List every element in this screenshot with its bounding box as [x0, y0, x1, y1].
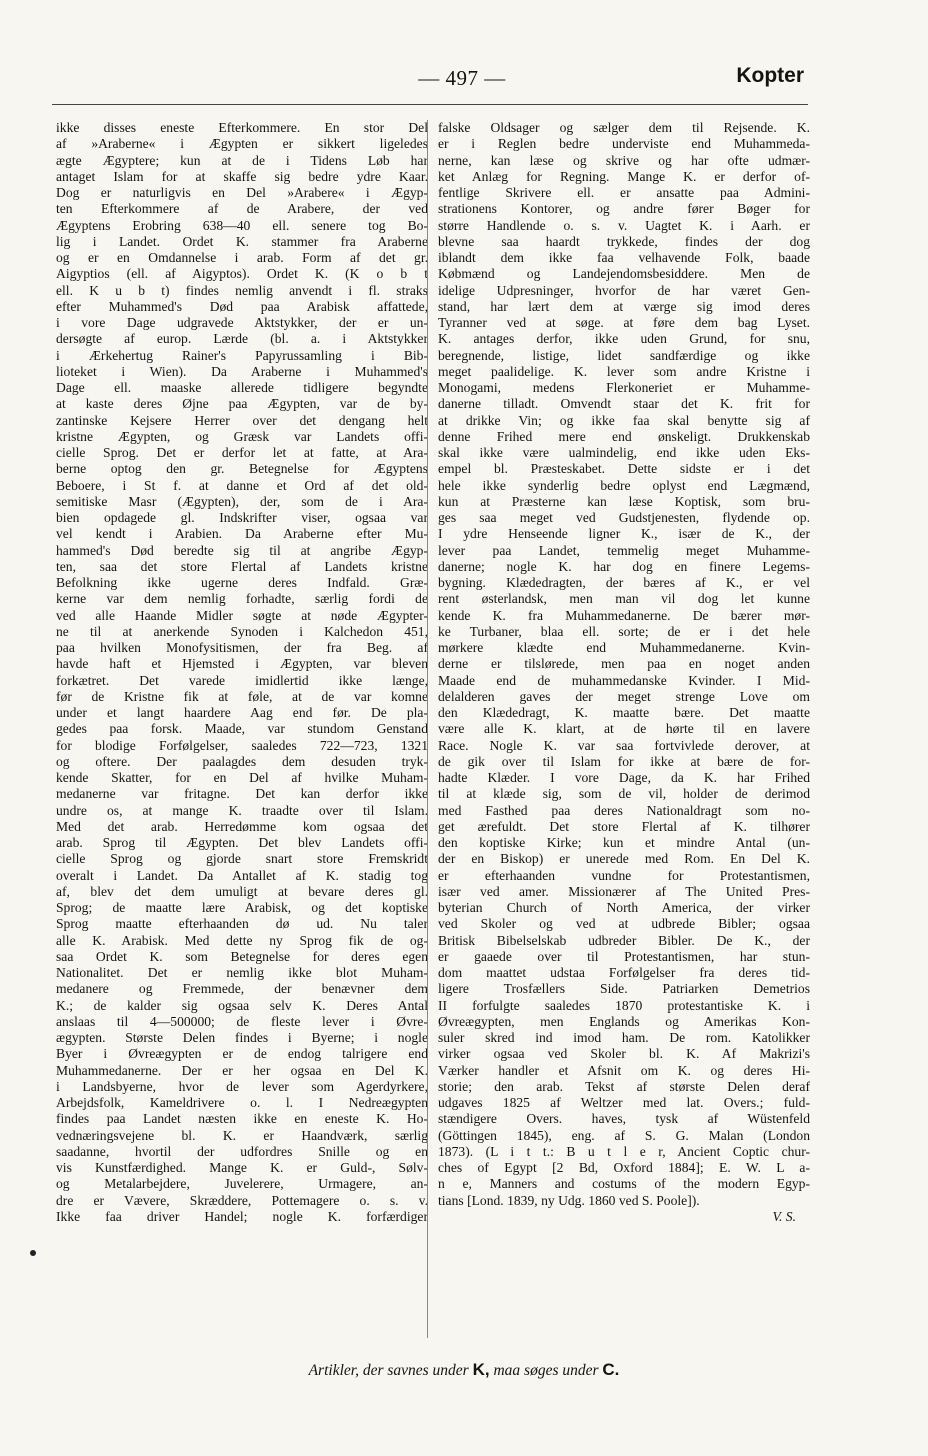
text-line: medanere og Fremmede, der benævner dem — [56, 981, 428, 997]
text-line: med Fasthed paa deres Nationaldragt som no- — [438, 802, 810, 818]
text-line: bygning. Klædedragten, der bæres af K., er vel — [438, 575, 810, 590]
text-line: Befolkning ikke ugerne deres Indfald. Græ- — [56, 575, 428, 590]
text-line: suler skred ind imod ham. De rom. Katolikker — [438, 1030, 810, 1045]
text-line: empel bl. Præsteskabet. Dette sidste er i det — [438, 461, 810, 477]
text-line: danerne tilladt. Omvendt staar det K. frit for — [438, 396, 810, 412]
text-line: anslaas til 4—500000; de fleste lever i Øvre- — [56, 1013, 428, 1029]
text-line: Dage ell. maaske allerede tidligere begyndte — [56, 380, 428, 395]
text-line: tians [Lond. 1839, ny Udg. 1860 ved S. Poole]). — [438, 1192, 700, 1208]
text-line: Monogami, medens Flerkoneriet er Muhamme- — [438, 380, 810, 395]
text-line: er i Reglen bedre underviste end Muhammeda- — [438, 136, 810, 152]
text-line: er gaaede over til Protestantismen, har stun- — [438, 948, 810, 964]
text-line: bien opdagede gl. Indskrifter viser, ogsaa var — [56, 510, 428, 525]
text-line: ligere Trosfællers Side. Patriarken Demetrios — [438, 981, 810, 997]
text-line: Sprog; de maatte lære Arabisk, og det koptiske — [56, 900, 428, 915]
text-line: og Metalarbejdere, Juvelerere, Urmagere, an- — [56, 1176, 428, 1192]
text-line: ten Efterkommere af de Arabere, der ved — [56, 201, 428, 217]
text-line: Sprog maatte efterhaanden dø ud. Nu taler — [56, 916, 428, 932]
text-line: denne Frihed mere end ønskeligt. Drukkenskab — [438, 428, 810, 444]
text-line: ten, saa det store Flertal af Landets kristne — [56, 558, 428, 574]
text-line: Dog er naturligvis en Del »Arabere« i Ægyp- — [56, 185, 428, 200]
text-line: Tyranner ved at søge. at føre dem bag Lyset. — [438, 315, 810, 330]
text-line: og oftere. Der paalagdes dem desuden tryk- — [56, 753, 428, 769]
text-line: i Ærkehertug Rainer's Papyrussamling i Bib- — [56, 347, 428, 363]
text-line: lioteket i Wien). Da Araberne i Muhammed's — [56, 363, 428, 379]
text-line: af, blev det dem umuligt at bevare deres gl. — [56, 883, 428, 899]
text-line: de gik over til Islam for ikke at bære de for- — [438, 753, 810, 769]
text-line: I ydre Henseende ligner K., især de K., der — [438, 526, 810, 542]
text-line: dersøgte af europ. Lærde (bl. a. i Aktstykker — [56, 331, 428, 347]
text-line: Nationalitet. Det er nemlig ikke blot Muham- — [56, 965, 428, 980]
text-line: i Landsbyerne, hvor de lever som Agerdyrkere, — [56, 1078, 428, 1094]
text-line: for blodige Forfølgelser, saaledes 722—723, 1321 — [56, 737, 428, 753]
text-line: paa hvilken Monofysitismen, der fra Beg. af — [56, 640, 428, 655]
text-line: i vore Dage udgravede Aktstykker, der er un- — [56, 315, 428, 330]
text-line: lig i Landet. Ordet K. stammer fra Araberne — [56, 233, 428, 249]
text-line: Maade end de muhammedanske Kvinder. I Mid- — [438, 672, 810, 688]
text-line: stændigere Overs. haves, tysk af Wüstenfeld — [438, 1111, 810, 1127]
text-line: den Klædedragt, K. maatte bære. Det maatte — [438, 705, 810, 720]
text-line: Med det arab. Herredømme kom ogsaa det — [56, 818, 428, 834]
text-line: derne er tilslørede, men paa en noget anden — [438, 656, 810, 672]
text-line: ges saa meget ved Gudstjenesten, flydende op. — [438, 510, 810, 525]
text-line: berne optog den gr. Betegnelse for Ægyptens — [56, 461, 428, 477]
text-line: delalderen gaves der meget strenge Love om — [438, 688, 810, 704]
text-line: vel kendt i Arabien. Da Araberne efter Mu- — [56, 526, 428, 542]
text-line: Ikke faa driver Handel; nogle K. forfærdiger — [56, 1208, 428, 1224]
text-line: dre er Vævere, Skræddere, Pottemagere o. s. v. — [56, 1192, 428, 1208]
text-line: antaget Islam for at skaffe sig bedre ydre Kaar. — [56, 168, 428, 184]
text-line: iblandt dem ikke faa velhavende Folk, baade — [438, 250, 810, 265]
text-line: forkætret. Det varede imidlertid ikke længe, — [56, 672, 428, 688]
text-line: saa Ordet K. som Betegnelse for deres egen — [56, 948, 428, 964]
text-line: gedes paa forsk. Maade, var stundom Genstand — [56, 721, 428, 737]
text-line: vednæringsvejene bl. K. er Haandværk, særlig — [56, 1127, 428, 1143]
text-line: alle K. Arabisk. Med dette ny Sprog fik de og- — [56, 932, 428, 948]
text-line: være alle K. klart, at de hørte til en lavere — [438, 721, 810, 737]
margin-dot — [30, 1250, 36, 1256]
text-line: især ved amer. Missionærer af The United Pres- — [438, 883, 810, 899]
text-line: hammed's Død beredte sig til at angribe Ægyp- — [56, 542, 428, 558]
page-number: — 497 — — [418, 66, 506, 90]
right-column — [438, 120, 810, 1225]
text-line: mørkere klædte end Muhammedanerne. Kvin- — [438, 640, 810, 655]
text-line: Byer i Øvreægypten er de endog talrigere end — [56, 1046, 428, 1062]
text-line: lever paa Landet, temmelig meget Muhamme- — [438, 542, 810, 558]
text-line: semitiske Masr (Ægypten), der, som de i Ara- — [56, 493, 428, 509]
text-line: ægte Ægyptere; kun at de i Tidens Løb har — [56, 152, 428, 168]
text-line: ved Skoler og ved at udbrede Bibler; ogsaa — [438, 916, 810, 932]
text-line: medanerne var fritagne. Det kan derfor ikke — [56, 786, 428, 802]
text-line: er efterhaanden vundne for Protestantismen, — [438, 867, 810, 883]
text-line: ket Anlæg for Regning. Mange K. er derfor of- — [438, 168, 810, 184]
text-line: Øvreægypten, men Englands og Amerikas Kon- — [438, 1013, 810, 1029]
footer-text-before: Artikler, der savnes under — [308, 1362, 473, 1379]
text-line: kun at Præsterne kan læse Koptisk, som bru- — [438, 493, 810, 509]
text-line: meget paalidelige. K. lever som andre Kristne i — [438, 363, 810, 379]
footer-note — [0, 1360, 928, 1380]
text-line: kende Skatter, for en Del af hvilke Muham- — [56, 770, 428, 785]
text-line: ægypten. Største Delen findes i Byerne; i nogle — [56, 1030, 428, 1045]
text-line: vis Kunstfærdighed. Mange K. er Guld-, Sølv- — [56, 1160, 428, 1175]
text-line: efter Muhammed's Død paa Arabisk affattede, — [56, 298, 428, 314]
text-line: findes paa Landet næsten ikke en eneste K. Ho- — [56, 1111, 428, 1127]
footer-letter-k: K, — [472, 1360, 490, 1379]
text-line: Race. Nogle K. var saa fortvivlede derover, at — [438, 737, 810, 753]
text-line: til at klæde sig, som de vil, holder de derimod — [438, 786, 810, 802]
text-line: hadte Klæder. I vore Dage, da K. har Frihed — [438, 770, 810, 785]
text-line: ved alle Haande Midler søgte at nøde Ægypter- — [56, 607, 428, 623]
text-line: større Handlende o. s. v. Uagtet K. i Aarh. er — [438, 217, 810, 233]
text-line: zantinske Kejsere Herrer over det dengang helt — [56, 412, 428, 428]
text-line: blevne saa haardt trykkede, findes der dog — [438, 233, 810, 249]
text-line: V. S. — [772, 1208, 796, 1224]
text-line: cielle Sprog. Det er derfor let at fatte, at Ara- — [56, 445, 428, 460]
text-line: Arbejdsfolk, Kameldrivere o. l. I Nedreægypten — [56, 1095, 428, 1110]
text-line: 1873). (L i t t.: B u t l e r, Ancient Coptic chur- — [438, 1143, 810, 1159]
text-line: cielle Sprog og gjorde snart store Fremskridt — [56, 851, 428, 867]
text-line: stand, har lært dem at værge sig imod deres — [438, 298, 810, 314]
text-line: at kaste deres Øjne paa Ægypten, var de by- — [56, 396, 428, 412]
text-line: der en Biskop) er unerede med Rom. En Del K. — [438, 851, 810, 867]
text-line: idelige Udpresninger, hvorfor de har været Gen- — [438, 282, 810, 298]
text-line: danerne; nogle K. har dog en finere Legems- — [438, 558, 810, 574]
text-line: skal ikke være ualmindelig, end ikke uden Eks- — [438, 445, 810, 460]
text-line: K.; de kalder sig ogsaa selv K. Deres Antal — [56, 997, 428, 1013]
text-line: fentlige Skrivere ell. er ansatte paa Admini- — [438, 185, 810, 200]
footer-letter-c: C. — [602, 1360, 620, 1379]
text-line: storie; den arab. Tekst af største Delen deraf — [438, 1078, 810, 1094]
running-head: Kopter — [736, 64, 804, 87]
text-line: Ægyptens Erobring 638—40 ell. senere tog Bo- — [56, 217, 428, 233]
text-line: undre os, at mange K. traadte over til Islam. — [56, 802, 428, 818]
footer-text-middle: maa søges under — [489, 1362, 603, 1379]
text-line: overalt i Landet. Da Antallet af K. stadig tog — [56, 867, 428, 883]
text-line: ikke disses eneste Efterkommere. En stor Del — [56, 120, 428, 135]
text-line: get ærefuldt. Det store Flertal af K. tilhører — [438, 818, 810, 834]
text-line: falske Oldsager og sælger dem til Rejsende. K. — [438, 120, 810, 135]
text-line: virker ogsaa ved Skoler bl. K. Af Makrizi's — [438, 1046, 810, 1062]
text-line: kristne Ægypten, og Græsk var Landets offi- — [56, 428, 428, 444]
text-line: havde haft et Hjemsted i Ægypten, var bleven — [56, 656, 428, 672]
text-line: rent østerlandsk, men man vil dog let kunne — [438, 591, 810, 607]
text-line: under et langt haardere Aag end før. De pla- — [56, 705, 428, 720]
text-line: Britisk Bibelselskab udbreder Bibler. De K., der — [438, 932, 810, 948]
text-line: kende K. fra Muhammedanerne. De bærer mør- — [438, 607, 810, 623]
text-line: nerne, kan læse og skrive og har ofte udmær- — [438, 152, 810, 168]
text-line: beregnende, listige, lidet sandfærdige og ikke — [438, 347, 810, 363]
text-line: af »Araberne« i Ægypten er sikkert ligeledes — [56, 136, 428, 152]
header-rule — [52, 104, 808, 105]
text-line: og er en Omdannelse i arab. Form af det gr. — [56, 250, 428, 265]
text-line: Muhammedanerne. Der er her ogsaa en Del K. — [56, 1062, 428, 1078]
text-line: at drikke Vin; og ikke faa skal benytte sig af — [438, 412, 810, 428]
text-line: ne til at anerkende Synoden i Kalchedon 451, — [56, 623, 428, 639]
text-line: II forfulgte saaledes 1870 protestantiske K. i — [438, 997, 810, 1013]
text-line: arab. Sprog til Ægypten. Det blev Landets offi- — [56, 835, 428, 850]
text-line: ches of Egypt [2 Bd, Oxford 1884]; E. W. L a- — [438, 1160, 810, 1175]
text-line: udgaves 1825 af Weltzer med lat. Overs.; fuld- — [438, 1095, 810, 1110]
text-line: saadanne, hvortil der udfordres Snille og en — [56, 1143, 428, 1159]
text-line: n e, Manners and costums of the modern Egyp- — [438, 1176, 810, 1192]
text-line: Værker handler et Afsnit om K. og deres Hi- — [438, 1062, 810, 1078]
text-line: dom maattet udstaa Forfølgelser fra deres tid- — [438, 965, 810, 980]
text-line: kerne var dem nemlig forhadte, særlig fordi de — [56, 591, 428, 607]
left-column — [56, 120, 428, 1225]
column-divider — [427, 120, 428, 1338]
text-line: den koptiske Kirke; kun et mindre Antal (un- — [438, 835, 810, 850]
text-line: Købmænd og Landejendomsbesiddere. Men de — [438, 266, 810, 282]
text-line: ke Turbaner, blaa ell. sorte; de er i det hele — [438, 623, 810, 639]
text-line: ell. K u b t) findes nemlig anvendt i fl. straks — [56, 282, 428, 298]
text-line: hele ikke synderlig bedre oplyst end Lægmænd, — [438, 477, 810, 493]
text-line: (Göttingen 1845), eng. af S. G. Malan (London — [438, 1127, 810, 1143]
text-line: K. antages derfor, ikke uden Grund, for snu, — [438, 331, 810, 347]
text-line: Beboere, i St f. at danne et Ord af det old- — [56, 477, 428, 493]
text-line: byterian Church of North America, der virker — [438, 900, 810, 915]
text-line: før de Kristne fik at føle, at de var komne — [56, 688, 428, 704]
page-header — [52, 62, 808, 102]
text-line: strationens Kontorer, og andre fører Bøger for — [438, 201, 810, 217]
text-line: Aigyptios (ell. af Aigyptos). Ordet K. (K o b t — [56, 266, 428, 282]
